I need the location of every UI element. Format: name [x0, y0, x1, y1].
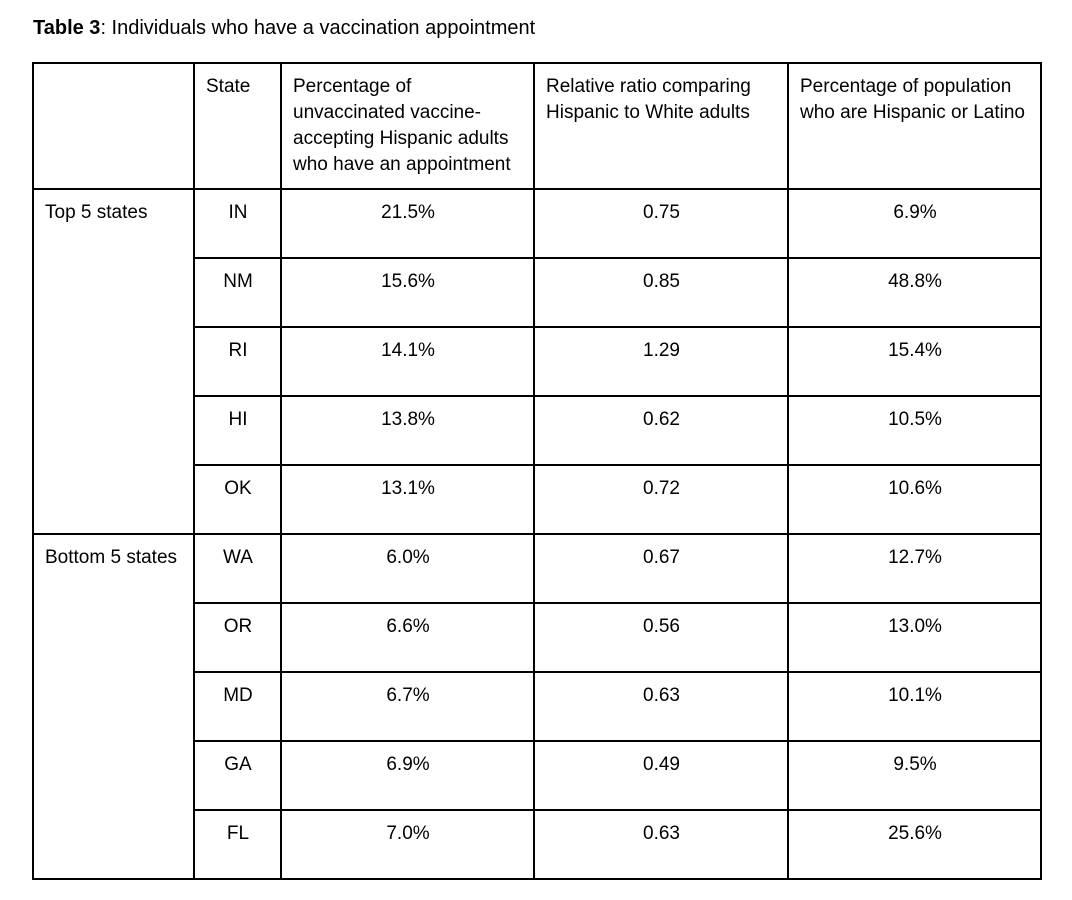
- state-cell: RI: [194, 327, 281, 396]
- state-cell: FL: [194, 810, 281, 879]
- state-cell: HI: [194, 396, 281, 465]
- pct-appointment-cell: 15.6%: [281, 258, 534, 327]
- pct-population-cell: 10.1%: [788, 672, 1041, 741]
- column-header-pct-population: Percentage of population who are Hispanic or Latino: [788, 63, 1041, 189]
- pct-population-cell: 6.9%: [788, 189, 1041, 258]
- pct-appointment-cell: 14.1%: [281, 327, 534, 396]
- group-cell-top5: Top 5 states: [33, 189, 194, 534]
- caption-text: : Individuals who have a vaccination appointment: [100, 17, 536, 39]
- column-header-relative-ratio: Relative ratio comparing Hispanic to White adults: [534, 63, 788, 189]
- group-cell-bottom5: Bottom 5 states: [33, 534, 194, 879]
- caption-label: Table 3: [33, 17, 101, 39]
- state-cell: OK: [194, 465, 281, 534]
- table-row: [33, 534, 1041, 603]
- relative-ratio-cell: 0.72: [534, 465, 788, 534]
- state-cell: WA: [194, 534, 281, 603]
- relative-ratio-cell: 0.85: [534, 258, 788, 327]
- pct-population-cell: 48.8%: [788, 258, 1041, 327]
- pct-population-cell: 13.0%: [788, 603, 1041, 672]
- pct-appointment-cell: 13.1%: [281, 465, 534, 534]
- pct-population-cell: 15.4%: [788, 327, 1041, 396]
- relative-ratio-cell: 1.29: [534, 327, 788, 396]
- pct-appointment-cell: 7.0%: [281, 810, 534, 879]
- header-row: [33, 63, 1041, 189]
- pct-appointment-cell: 13.8%: [281, 396, 534, 465]
- pct-population-cell: 10.6%: [788, 465, 1041, 534]
- column-header-group: [33, 63, 194, 189]
- pct-appointment-cell: 6.7%: [281, 672, 534, 741]
- relative-ratio-cell: 0.62: [534, 396, 788, 465]
- pct-population-cell: 10.5%: [788, 396, 1041, 465]
- column-header-pct-appointment: Percentage of unvaccinated vaccine-accepting Hispanic adults who have an appointment: [281, 63, 534, 189]
- relative-ratio-cell: 0.67: [534, 534, 788, 603]
- relative-ratio-cell: 0.49: [534, 741, 788, 810]
- pct-appointment-cell: 21.5%: [281, 189, 534, 258]
- table-caption: [33, 15, 1072, 41]
- state-cell: MD: [194, 672, 281, 741]
- pct-population-cell: 9.5%: [788, 741, 1041, 810]
- pct-appointment-cell: 6.6%: [281, 603, 534, 672]
- column-header-state: State: [194, 63, 281, 189]
- state-cell: GA: [194, 741, 281, 810]
- relative-ratio-cell: 0.75: [534, 189, 788, 258]
- relative-ratio-cell: 0.56: [534, 603, 788, 672]
- pct-appointment-cell: 6.9%: [281, 741, 534, 810]
- relative-ratio-cell: 0.63: [534, 810, 788, 879]
- state-cell: NM: [194, 258, 281, 327]
- pct-population-cell: 25.6%: [788, 810, 1041, 879]
- pct-population-cell: 12.7%: [788, 534, 1041, 603]
- relative-ratio-cell: 0.63: [534, 672, 788, 741]
- state-cell: IN: [194, 189, 281, 258]
- data-table: [32, 62, 1042, 880]
- table-row: [33, 189, 1041, 258]
- state-cell: OR: [194, 603, 281, 672]
- pct-appointment-cell: 6.0%: [281, 534, 534, 603]
